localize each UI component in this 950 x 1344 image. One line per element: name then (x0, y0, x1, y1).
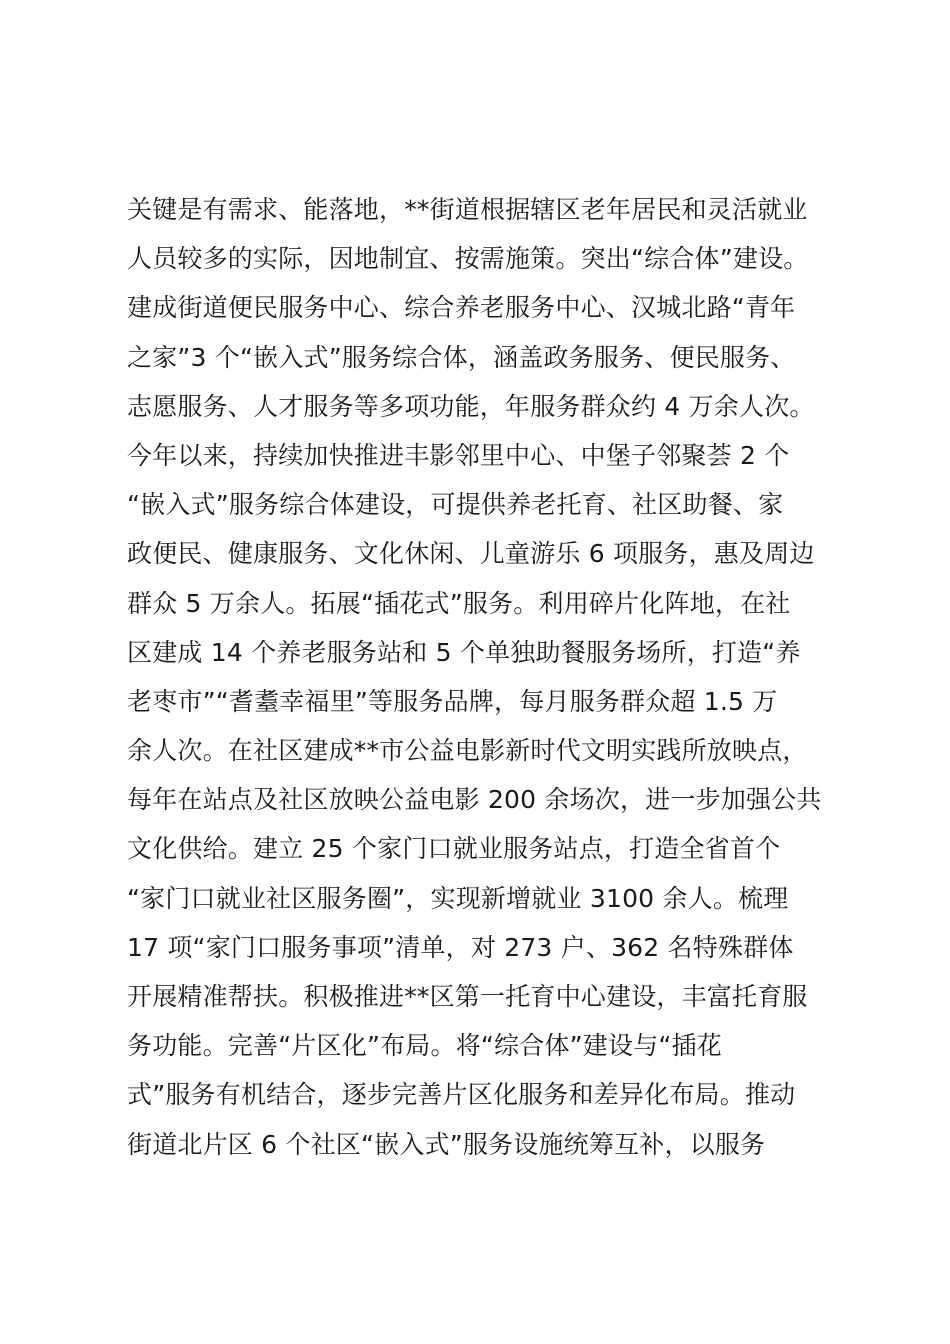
text-line: 政便民、健康服务、文化休闲、儿童游乐 6 项服务，惠及周边 (127, 539, 815, 569)
text-line: 今年以来，持续加快推进丰影邻里中心、中堡子邻聚荟 2 个 (127, 440, 790, 470)
text-line: “嵌入式”服务综合体建设，可提供养老托育、社区助餐、家 (127, 490, 784, 520)
text-line: 式”服务有机结合，逐步完善片区化服务和差异化布局。推动 (127, 1080, 796, 1110)
text-line: 之家”3 个“嵌入式”服务综合体，涵盖政务服务、便民服务、 (127, 342, 796, 372)
text-line: 人员较多的实际，因地制宜、按需施策。突出“综合体”建设。 (127, 244, 809, 274)
text-line: 关键是有需求、能落地，**街道根据辖区老年居民和灵活就业 (127, 195, 808, 224)
text-line: 志愿服务、人才服务等多项功能，年服务群众约 4 万余人次。 (127, 391, 815, 421)
text-line: 建成街道便民服务中心、综合养老服务中心、汉城北路“青年 (127, 293, 796, 323)
text-line: 老枣市”“耆耋幸福里”等服务品牌，每月服务群众超 1.5 万 (127, 686, 778, 716)
text-line: 街道北片区 6 个社区“嵌入式”服务设施统筹互补，以服务 (127, 1129, 766, 1159)
text-line: 开展精准帮扶。积极推进**区第一托育中心建设，丰富托育服 (127, 982, 808, 1011)
body-paragraph (127, 185, 847, 1169)
text-line: “家门口就业社区服务圈”，实现新增就业 3100 余人。梳理 (127, 883, 789, 913)
text-line: 余人次。在社区建成**市公益电影新时代文明实践所放映点， (127, 736, 808, 766)
text-line: 务功能。完善“片区化”布局。将“综合体”建设与“插花 (127, 1031, 722, 1061)
text-line: 每年在站点及社区放映公益电影 200 余场次，进一步加强公共 (127, 785, 822, 815)
text-line: 17 项“家门口服务事项”清单，对 273 户、362 名特殊群体 (127, 932, 794, 962)
text-line: 群众 5 万余人。拓展“插花式”服务。利用碎片化阵地，在社 (127, 588, 791, 618)
text-line: 文化供给。建立 25 个家门口就业服务站点，打造全省首个 (127, 834, 781, 864)
text-line: 区建成 14 个养老服务站和 5 个单独助餐服务场所，打造“养 (127, 637, 801, 667)
